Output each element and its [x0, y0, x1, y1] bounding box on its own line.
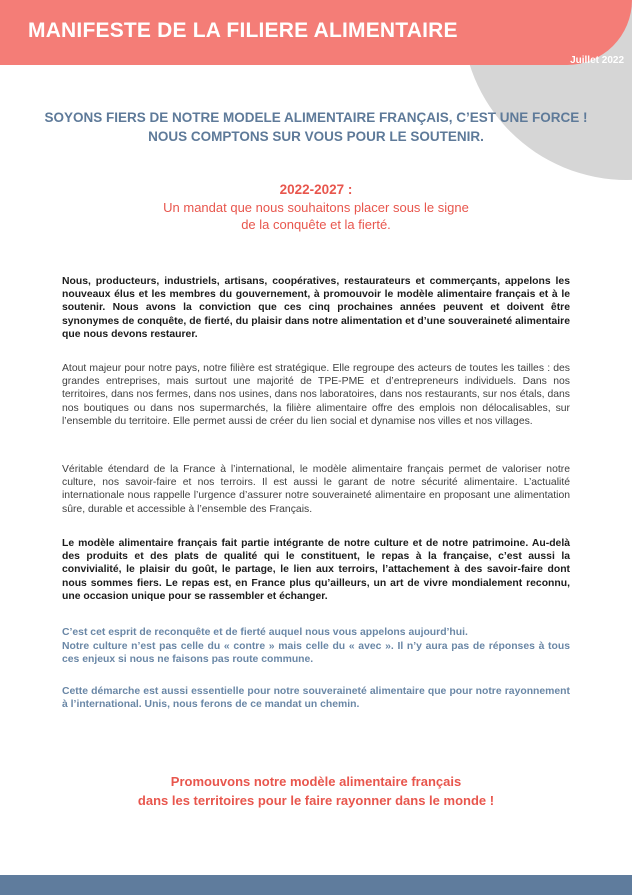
footer-band [0, 875, 632, 895]
closing-call [0, 772, 632, 810]
closing-call-line-2: dans les territoires pour le faire rayonner dans le monde ! [137, 793, 495, 808]
paragraph-international: Véritable étendard de la France à l’international, le modèle alimentaire français permet de valoriser notre culture, nos savoir-faire et nos terroirs. Il est aussi le garant de notre sécurité alimentaire. L’actualité internationale nous rappelle l’urgence d’assurer notre souveraineté alimentaire en proposant une alimentation sûre, durable et accessible à l’ensemble des Français. [62, 464, 570, 515]
headline-line-1: SOYONS FIERS DE NOTRE MODELE ALIMENTAIRE FRANÇAIS, C’EST UNE FORCE ! [44, 110, 588, 125]
mandate-line-1: Un mandat que nous souhaitons placer sous le signe [163, 200, 469, 215]
headline-line-2: NOUS COMPTONS SUR VOUS POUR LE SOUTENIR. [148, 129, 484, 144]
paragraph-culture: Le modèle alimentaire français fait partie intégrante de notre culture et de notre patrimoine. Au-delà des produits et des plats de qualité qui le constituent, le repas à la française, c’est aussi la convivialité, le plaisir du goût, le partage, le lien aux terroirs, l’attachement à des savoir-faire dont nous sommes fiers. Le repas est, en France plus qu’ailleurs, un art de vivre mondialement reconnu, une occasion unique pour se rassembler et échanger. [62, 538, 570, 602]
paragraph-reconquest: C’est cet esprit de reconquête et de fierté auquel nous vous appelons aujourd’hui. [62, 627, 468, 638]
mandate-block [0, 180, 632, 233]
paragraph-strategic-sector: Atout majeur pour notre pays, notre filière est stratégique. Elle regroupe des acteurs de toutes les tailles : des grandes entreprises, mais surtout une majorité de TPE-PME et d’entrepreneurs individuels. Dans nos territoires, dans nos fermes, dans nos usines, dans nos laboratoires, dans nos restaurants, sur nos étals, dans nos boutiques ou dans nos supermarchés, la filière alimentaire offre des emplois non délocalisables, sur l’ensemble du territoire. Elle permet aussi de créer du lien social et dynamise nos villes et nos villages. [62, 363, 570, 427]
mandate-years: 2022-2027 : [279, 182, 353, 197]
paragraph-together: Notre culture n’est pas celle du « contre » mais celle du « avec ». Il n’y aura pas de réponses à tous ces enjeux si nous ne faisons pas route commune. [62, 641, 570, 666]
page-title: MANIFESTE DE LA FILIERE ALIMENTAIRE [28, 19, 458, 42]
paragraph-intro: Nous, producteurs, industriels, artisans, coopératives, restaurateurs et commerçants, appelons les nouveaux élus et les membres du gouvernement, à promouvoir le modèle alimentaire français et à le soutenir. Nous avons la conviction que ces cinq prochaines années peuvent et doivent être synonymes de conquête, de fierté, du plaisir dans notre alimentation et d’une souveraineté alimentaire que nous devons restaurer. [62, 276, 570, 340]
closing-call-line-1: Promouvons notre modèle alimentaire français [170, 774, 462, 789]
header-band [0, 0, 632, 65]
publication-date: Juillet 2022 [570, 55, 624, 66]
paragraph-sovereignty: Cette démarche est aussi essentielle pour notre souveraineté alimentaire que pour notre rayonnement à l’international. Unis, nous ferons de ce mandat un chemin. [62, 686, 570, 711]
headline [0, 108, 632, 146]
mandate-line-2: de la conquête et la fierté. [241, 217, 391, 232]
